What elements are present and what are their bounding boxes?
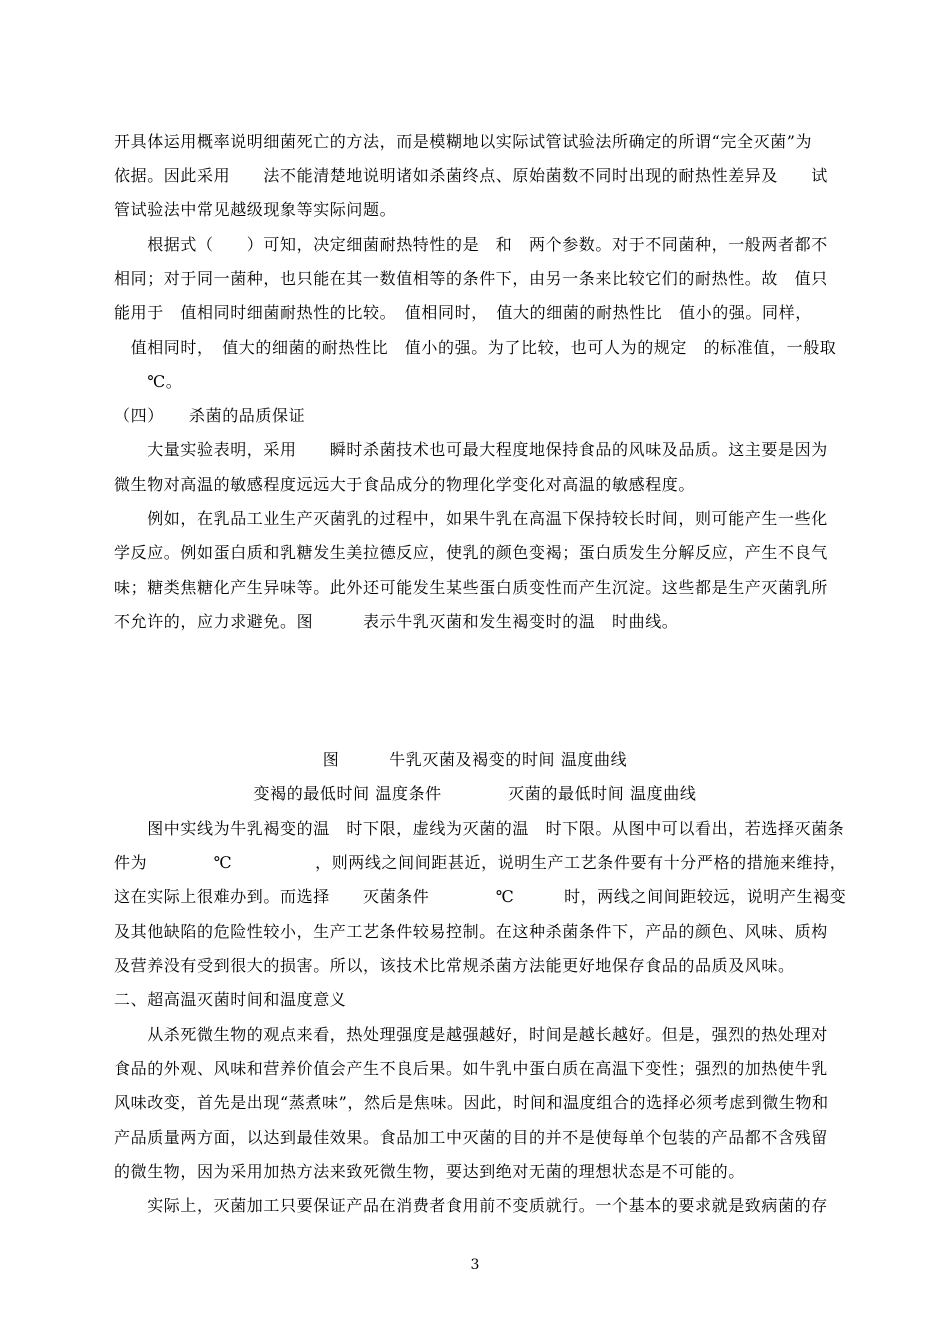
- paragraph-line: 食品的外观、风味和营养价值会产生不良后果。如牛乳中蛋白质在高温下变性；强烈的加热使牛乳: [114, 1059, 828, 1078]
- paragraph-line: 味；糖类焦糖化产生异味等。此外还可能发生某些蛋白质变性而产生沉淀。这些都是生产灭菌乳所: [114, 578, 828, 597]
- section-heading: （四） 杀菌的品质保证: [114, 406, 306, 425]
- paragraph-line: 微生物对高温的敏感程度远远大于食品成分的物理化学变化对高温的敏感程度。: [114, 475, 696, 494]
- paragraph-line: 相同；对于同一菌种，也只能在其一数值相等的条件下，由另一条来比较它们的耐热性。故 值只: [114, 269, 828, 288]
- paragraph-line: 图中实线为牛乳褐变的温 时下限，虚线为灭菌的温 时下限。从图中可以看出，若选择灭菌条: [114, 819, 845, 838]
- figure-legend: 变褐的最低时间 温度条件 灭菌的最低时间 温度曲线: [253, 784, 697, 803]
- figure-caption: 图 牛乳灭菌及褐变的时间 温度曲线: [322, 750, 628, 769]
- paragraph-line: 例如，在乳品工业生产灭菌乳的过程中，如果牛乳在高温下保持较长时间，则可能产生一些化: [114, 509, 828, 528]
- paragraph-line: 管试验法中常见越级现象等实际问题。: [114, 200, 397, 219]
- paragraph-line: 根据式（ ）可知，决定细菌耐热特性的是 和 两个参数。对于不同菌种，一般两者都不: [114, 235, 828, 254]
- paragraph-line: 学反应。例如蛋白质和乳糖发生美拉德反应，使乳的颜色变褐；蛋白质发生分解反应，产生不良气: [114, 543, 828, 562]
- paragraph-line: 产品质量两方面，以达到最佳效果。食品加工中灭菌的目的并不是使每单个包装的产品都不含残留: [114, 1128, 828, 1147]
- paragraph-line: 值相同时， 值大的细菌的耐热性比 值小的强。为了比较，也可人为的规定 的标准值，一般取: [114, 338, 837, 357]
- paragraph-line: 依据。因此采用 法不能清楚地说明诸如杀菌终点、原始菌数不同时出现的耐热性差异及 试: [114, 166, 828, 185]
- paragraph-line: 风味改变，首先是出现“蒸煮味”，然后是焦味。因此，时间和温度组合的选择必须考虑到微生物和: [114, 1093, 829, 1112]
- paragraph-line: 及营养没有受到很大的损害。所以，该技术比常规杀菌方法能更好地保存食品的品质及风味。: [114, 956, 795, 975]
- paragraph-line: 实际上，灭菌加工只要保证产品在消费者食用前不变质就行。一个基本的要求就是致病菌的存: [114, 1196, 828, 1215]
- paragraph-line: 能用于 值相同时细菌耐热性的比较。 值相同时， 值大的细菌的耐热性比 值小的强。同样，: [114, 303, 812, 322]
- paragraph-line: 的微生物，因为采用加热方法来致死微生物，要达到绝对无菌的理想状态是不可能的。: [114, 1162, 745, 1181]
- paragraph-line: 从杀死微生物的观点来看，热处理强度是越强越好，时间是越长越好。但是，强烈的热处理对: [114, 1025, 828, 1044]
- paragraph-line: 这在实际上很难办到。而选择 灭菌条件 ℃ 时，两线之间间距较远，说明产生褐变: [114, 887, 847, 906]
- section-heading: 二、超高温灭菌时间和温度意义: [114, 990, 347, 1009]
- paragraph-line: ℃。: [114, 372, 183, 391]
- paragraph-line: 及其他缺陷的危险性较小，生产工艺条件较易控制。在这种杀菌条件下，产品的颜色、风味、质构: [114, 922, 828, 941]
- paragraph-line: 件为 ℃ ，则两线之间间距甚近，说明生产工艺条件要有十分严格的措施来维持，: [114, 853, 847, 872]
- page-number: 3: [470, 1257, 480, 1273]
- paragraph-line: 开具体运用概率说明细菌死亡的方法，而是模糊地以实际试管试验法所确定的所谓“完全灭菌”为: [114, 132, 813, 151]
- paragraph-line: 不允许的，应力求避免。图 表示牛乳灭菌和发生褐变时的温 时曲线。: [114, 612, 679, 631]
- paragraph-line: 大量实验表明，采用 瞬时杀菌技术也可最大程度地保持食品的风味及品质。这主要是因为: [114, 440, 828, 459]
